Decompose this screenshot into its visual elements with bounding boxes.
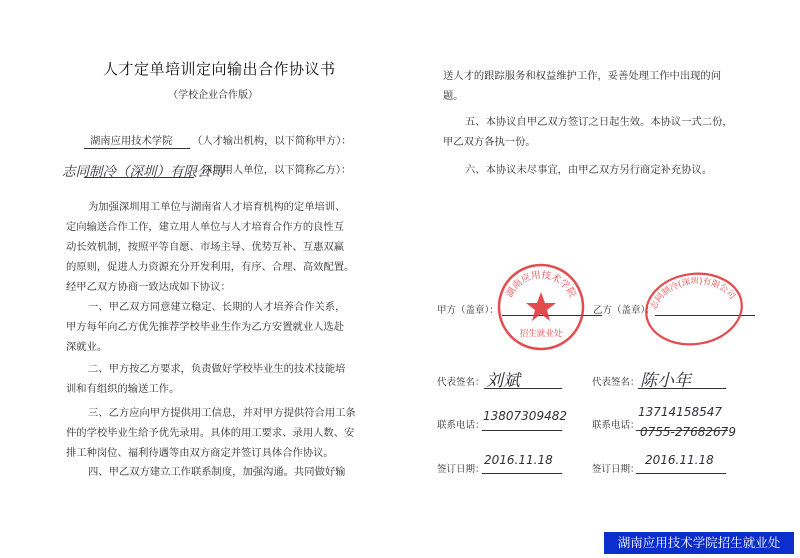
clause-2-line: 二、甲方按乙方要求，负责做好学校毕业生的技术技能培 xyxy=(88,363,346,375)
clause-3-line: 排工种岗位、福利待遇等由双方商定并签订具体合作协议。 xyxy=(66,447,334,459)
party-b-handwritten-name: 志同制冷（深圳）有限公司 xyxy=(62,164,224,180)
clause-5-line: 五、本协议自甲乙双方签订之日起生效。本协议一式二份， xyxy=(465,116,733,128)
party-a-underline xyxy=(84,148,190,149)
party-a-signature: 刘斌 xyxy=(486,371,520,391)
party-a-name: 湖南应用技术学院 xyxy=(90,135,173,147)
party-b-rep-line xyxy=(638,388,726,389)
continued-line: 题。 xyxy=(443,90,464,102)
intro-line: 动长效机制，按照平等自愿、市场主导、优势互补、互惠双赢 xyxy=(66,241,345,253)
party-b-signature: 陈小年 xyxy=(640,371,691,391)
party-a-date: 2016.11.18 xyxy=(484,453,553,467)
party-b-phone-2: 0755-27682679 xyxy=(640,425,736,439)
intro-line: 定向输送合作工作，建立用人单位与人才培育合作方的良性互 xyxy=(66,221,345,233)
party-b-date-line xyxy=(636,473,726,474)
clause-3-line: 件的学校毕业生给予优先录用。具体的用工要求、录用人数、安 xyxy=(66,427,355,439)
school-seal-stamp xyxy=(496,262,586,352)
document-subtitle: （学校企业合作版） xyxy=(168,90,258,101)
party-b-phone-label: 联系电话： xyxy=(592,420,640,431)
svg-text:志同制冷(深圳)有限公司: 志同制冷(深圳)有限公司 xyxy=(648,276,737,312)
party-b-phone-line xyxy=(636,430,728,431)
svg-text:招生就业处: 招生就业处 xyxy=(519,329,563,339)
clause-1-line: 深就业。 xyxy=(66,341,108,353)
clause-6-line: 六、本协议未尽事宜，由甲乙双方另行商定补充协议。 xyxy=(465,164,713,176)
party-b-rep-label: 代表签名： xyxy=(592,377,640,388)
party-b-underline xyxy=(84,177,194,178)
intro-line: 的原则，促进人力资源充分开发利用，有序、合理、高效配置。 xyxy=(66,261,355,273)
party-b-phone-1: 13714158547 xyxy=(638,405,722,419)
party-b-date-label: 签订日期： xyxy=(592,464,640,475)
party-a-date-label: 签订日期： xyxy=(437,464,485,475)
clause-3-line: 三、乙方应向甲方提供用工信息，并对甲方提供符合用工条 xyxy=(88,407,356,419)
intro-line: 为加强深圳用工单位与湖南省人才培育机构的定单培训、 xyxy=(88,201,346,213)
svg-text:湖南应用技术学院: 湖南应用技术学院 xyxy=(504,269,578,300)
party-a-phone-line xyxy=(482,430,562,431)
party-a-phone: 13807309482 xyxy=(483,409,567,423)
party-a-rep-line xyxy=(484,388,562,389)
clause-1-line: 甲方每年向乙方优先推荐学校毕业生作为乙方安置就业人选赴 xyxy=(66,321,345,333)
continued-line: 送人才的跟踪服务和权益维护工作，妥善处理工作中出现的问 xyxy=(443,70,722,82)
company-seal-stamp xyxy=(642,270,746,348)
clause-1-line: 一、甲乙双方同意建立稳定、长期的人才培养合作关系， xyxy=(88,301,346,313)
intro-line: 经甲乙双方协商一致达成如下协议： xyxy=(66,281,231,293)
party-b-suffix: 深圳用人单位，以下简称乙方）： xyxy=(202,164,352,176)
party-b-seal-label: 乙方（盖章）： xyxy=(593,305,655,316)
document-title: 人才定单培训定向输出合作协议书 xyxy=(103,60,336,78)
party-a-date-line xyxy=(482,473,562,474)
clause-4-line: 四、甲乙双方建立工作联系制度，加强沟通。共同做好输 xyxy=(88,466,346,478)
party-a-rep-label: 代表签名： xyxy=(437,377,485,388)
party-b-date: 2016.11.18 xyxy=(645,453,714,467)
clause-2-line: 训和有组织的输送工作。 xyxy=(66,383,180,395)
party-a-seal-label: 甲方（盖章）： xyxy=(437,305,499,316)
party-a-phone-label: 联系电话： xyxy=(437,420,485,431)
party-a-suffix: （人才输出机构，以下简称甲方）： xyxy=(192,135,352,147)
footer-watermark: 湖南应用技术学院招生就业处 xyxy=(604,532,794,554)
clause-5-line: 甲乙双方各执一份。 xyxy=(443,136,536,148)
